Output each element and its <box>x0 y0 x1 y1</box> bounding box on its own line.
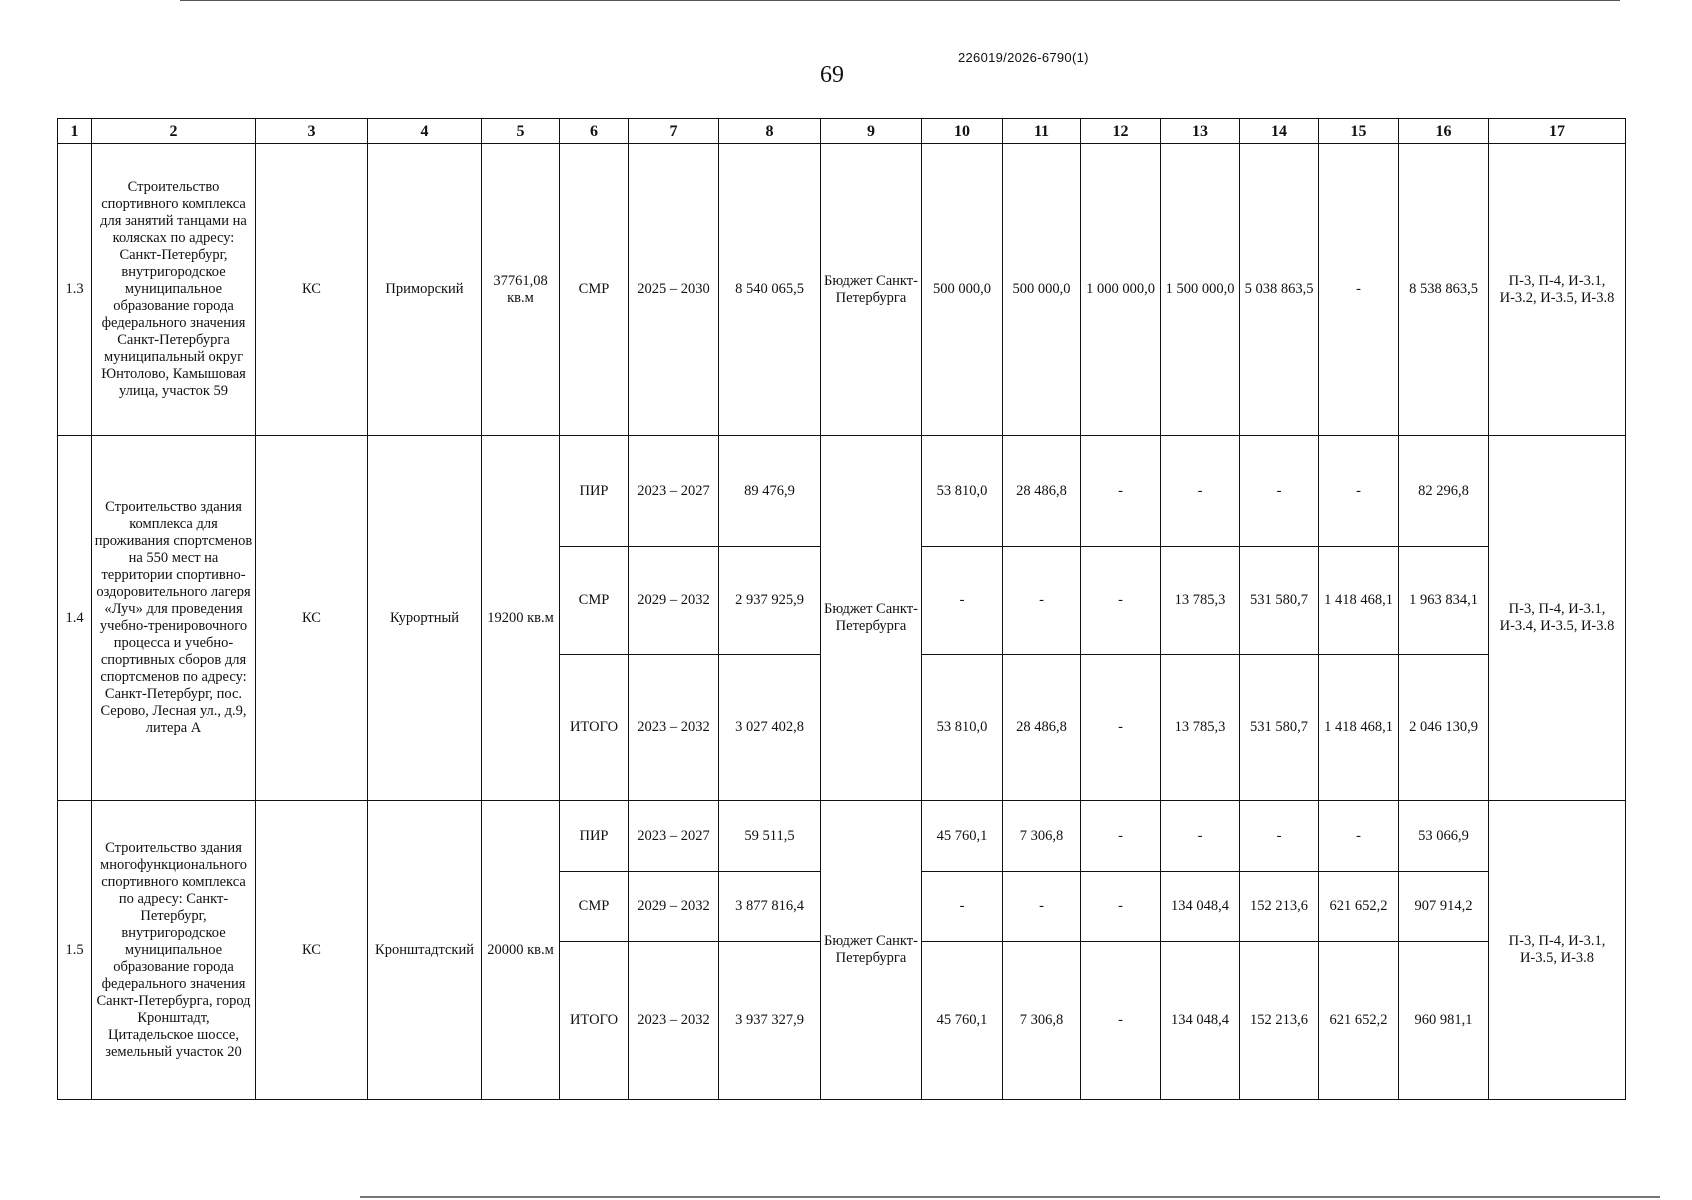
amount-cell: 531 580,7 <box>1240 655 1319 801</box>
column-header: 3 <box>256 119 368 144</box>
amount-cell: - <box>922 547 1003 655</box>
amount-cell: 13 785,3 <box>1161 547 1240 655</box>
table-row <box>58 436 1626 547</box>
column-header: 8 <box>719 119 821 144</box>
amount-cell: - <box>1081 547 1161 655</box>
total-cost: 2 937 925,9 <box>719 547 821 655</box>
row-number: 1.3 <box>58 144 92 436</box>
amount-total: 82 296,8 <box>1399 436 1489 547</box>
capacity-unit: кв.м <box>507 289 534 306</box>
column-header: 16 <box>1399 119 1489 144</box>
funding-source: Бюджет Санкт-Петербурга <box>821 801 922 1100</box>
amount-cell: - <box>922 872 1003 942</box>
total-cost: 3 027 402,8 <box>719 655 821 801</box>
amount-cell: 1 500 000,0 <box>1161 144 1240 436</box>
amount-cell: - <box>1161 801 1240 872</box>
indicators: П-3, П-4, И-3.1, И-3.2, И-3.5, И-3.8 <box>1489 144 1626 436</box>
column-header: 15 <box>1319 119 1399 144</box>
period: 2029 – 2032 <box>629 872 719 942</box>
amount-cell: 531 580,7 <box>1240 547 1319 655</box>
capacity: 19200 кв.м <box>482 436 560 801</box>
column-header: 5 <box>482 119 560 144</box>
amount-cell: 45 760,1 <box>922 942 1003 1100</box>
work-stage: СМР <box>560 547 629 655</box>
period: 2023 – 2027 <box>629 801 719 872</box>
district: Кронштадтский <box>368 801 482 1100</box>
table-row <box>58 144 1626 436</box>
capacity <box>482 144 560 436</box>
work-stage: ИТОГО <box>560 655 629 801</box>
amount-cell: - <box>1240 801 1319 872</box>
amount-cell: - <box>1319 801 1399 872</box>
column-header: 1 <box>58 119 92 144</box>
amount-cell: - <box>1003 547 1081 655</box>
column-header-row <box>58 119 1626 144</box>
amount-cell: - <box>1003 872 1081 942</box>
period: 2023 – 2027 <box>629 436 719 547</box>
period: 2029 – 2032 <box>629 547 719 655</box>
row-number: 1.4 <box>58 436 92 801</box>
column-header: 7 <box>629 119 719 144</box>
funding-source: Бюджет Санкт-Петербурга <box>821 144 922 436</box>
amount-total: 1 963 834,1 <box>1399 547 1489 655</box>
amount-cell: 53 810,0 <box>922 655 1003 801</box>
amount-cell: 53 810,0 <box>922 436 1003 547</box>
amount-cell: - <box>1081 655 1161 801</box>
amount-cell: 152 213,6 <box>1240 942 1319 1100</box>
amount-cell: 152 213,6 <box>1240 872 1319 942</box>
amount-cell: 621 652,2 <box>1319 872 1399 942</box>
row-number: 1.5 <box>58 801 92 1100</box>
district: Приморский <box>368 144 482 436</box>
table-row <box>58 801 1626 872</box>
object-name: Строительство здания многофункционального спортивного комплекса по адресу: Санкт-Петербург, внутригородское муниципальное образование города федерального значения Санкт-Петербурга, город Кронштадт, Цитадельское шоссе, земельный участок 20 <box>92 801 256 1100</box>
object-type: КС <box>256 436 368 801</box>
object-type: КС <box>256 801 368 1100</box>
amount-cell: - <box>1319 436 1399 547</box>
column-header: 10 <box>922 119 1003 144</box>
scan-edge-bottom <box>360 1196 1660 1198</box>
amount-cell: 500 000,0 <box>1003 144 1081 436</box>
amount-cell: - <box>1081 436 1161 547</box>
amount-cell: 5 038 863,5 <box>1240 144 1319 436</box>
amount-cell: 1 000 000,0 <box>1081 144 1161 436</box>
total-cost: 8 540 065,5 <box>719 144 821 436</box>
total-cost: 59 511,5 <box>719 801 821 872</box>
column-header: 2 <box>92 119 256 144</box>
period: 2025 – 2030 <box>629 144 719 436</box>
period: 2023 – 2032 <box>629 655 719 801</box>
amount-cell: - <box>1161 436 1240 547</box>
amount-cell: 45 760,1 <box>922 801 1003 872</box>
amount-cell: 28 486,8 <box>1003 655 1081 801</box>
amount-total: 8 538 863,5 <box>1399 144 1489 436</box>
column-header: 6 <box>560 119 629 144</box>
program-table <box>57 118 1626 1100</box>
column-header: 13 <box>1161 119 1240 144</box>
amount-cell: 1 418 468,1 <box>1319 547 1399 655</box>
amount-total: 2 046 130,9 <box>1399 655 1489 801</box>
funding-source: Бюджет Санкт-Петербурга <box>821 436 922 801</box>
amount-total: 907 914,2 <box>1399 872 1489 942</box>
total-cost: 89 476,9 <box>719 436 821 547</box>
column-header: 14 <box>1240 119 1319 144</box>
work-stage: СМР <box>560 144 629 436</box>
indicators: П-3, П-4, И-3.1, И-3.5, И-3.8 <box>1489 801 1626 1100</box>
total-cost: 3 937 327,9 <box>719 942 821 1100</box>
object-name: Строительство спортивного комплекса для занятий танцами на колясках по адресу: Санкт-Петербург, внутригородское муниципальное образование города федерального значения Санкт-Петербурга муниципальный округ Юнтолово, Камышовая улица, участок 59 <box>92 144 256 436</box>
work-stage: ПИР <box>560 436 629 547</box>
capacity: 20000 кв.м <box>482 801 560 1100</box>
amount-cell: 134 048,4 <box>1161 872 1240 942</box>
amount-cell: 1 418 468,1 <box>1319 655 1399 801</box>
district: Курортный <box>368 436 482 801</box>
work-stage: СМР <box>560 872 629 942</box>
amount-cell: 28 486,8 <box>1003 436 1081 547</box>
amount-cell: - <box>1081 801 1161 872</box>
amount-total: 53 066,9 <box>1399 801 1489 872</box>
amount-cell: 7 306,8 <box>1003 801 1081 872</box>
amount-total: 960 981,1 <box>1399 942 1489 1100</box>
document-id: 226019/2026-6790(1) <box>958 50 1089 65</box>
amount-cell: - <box>1081 872 1161 942</box>
work-stage: ИТОГО <box>560 942 629 1100</box>
column-header: 11 <box>1003 119 1081 144</box>
work-stage: ПИР <box>560 801 629 872</box>
object-type: КС <box>256 144 368 436</box>
amount-cell: 621 652,2 <box>1319 942 1399 1100</box>
amount-cell: - <box>1081 942 1161 1100</box>
page-number: 69 <box>820 62 844 88</box>
period: 2023 – 2032 <box>629 942 719 1100</box>
object-name: Строительство здания комплекса для проживания спортсменов на 550 мест на территории спортивно-оздоровительного лагеря «Луч» для проведения учебно-тренировочного процесса и учебно-спортивных сборов для спортсменов по адресу: Санкт-Петербург, пос. Серово, Лесная ул., д.9, литера А <box>92 436 256 801</box>
total-cost: 3 877 816,4 <box>719 872 821 942</box>
amount-cell: - <box>1240 436 1319 547</box>
column-header: 12 <box>1081 119 1161 144</box>
scan-edge-top <box>180 0 1620 1</box>
column-header: 9 <box>821 119 922 144</box>
column-header: 4 <box>368 119 482 144</box>
amount-cell: 134 048,4 <box>1161 942 1240 1100</box>
column-header: 17 <box>1489 119 1626 144</box>
amount-cell: 7 306,8 <box>1003 942 1081 1100</box>
amount-cell: 500 000,0 <box>922 144 1003 436</box>
capacity-value: 37761,08 <box>493 272 548 289</box>
amount-cell: - <box>1319 144 1399 436</box>
indicators: П-3, П-4, И-3.1, И-3.4, И-3.5, И-3.8 <box>1489 436 1626 801</box>
amount-cell: 13 785,3 <box>1161 655 1240 801</box>
